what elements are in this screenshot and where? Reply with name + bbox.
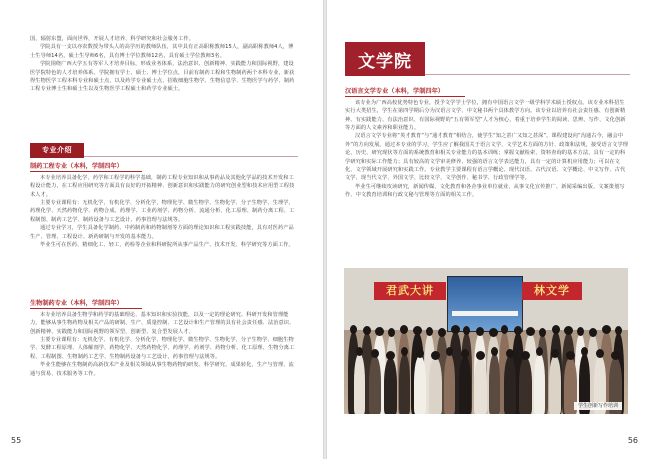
photo-person-head: [386, 351, 395, 360]
photo-person: [534, 354, 545, 414]
major-biopharma: [30, 299, 298, 378]
photo-person: [384, 358, 397, 414]
photo-person-head: [400, 325, 408, 334]
major-paragraph: 主要专业课程有：无机化学、有机化学、分析化学、物理化学、微生物学、生物化学、分子生物学、生理学、药理化学、天然药物化学、药物合成、药理学、工业药剂学、药物分析、流通分析、化工原理、制药分离工程、工程制图、制药工艺学、制药设备与工艺设计、药事管理与法规等。: [30, 200, 295, 223]
intro-paragraph-2: 学院具有一支以亦农数授为带头人的高学历的教师队伍，其中具有正高职称教师15人，副高职称教师4人，博士生导师14名，硕士生导师6名，具有博士学位教师12名，具有硕士学位教师3名。: [30, 44, 294, 59]
photo-person-head: [476, 327, 484, 336]
major-pharma-engineering: [30, 162, 298, 249]
photo-person: [504, 356, 516, 414]
photo-person-head: [551, 349, 559, 358]
heading-underline: [30, 308, 142, 309]
major-paragraph: 毕业生能够在生物制药高新技术产业及相关领域从事生物药物的研发、科学研究、成果转化、生产与管理、流通与贸易、技术服务等工作。: [30, 362, 294, 377]
photo-person: [414, 356, 426, 414]
photo-person-head: [552, 325, 560, 334]
photo-person-head: [375, 327, 384, 336]
major-paragraph: 毕业生可继续攻读研究，新闻传媒、文化教育和各企事业单位就业，从事文化宣传推广、新闻采编出版、文案策划写作、中文教育培训和行政文秘与管理等方面的相关工作。: [345, 183, 625, 199]
photo-person-head: [388, 328, 395, 337]
major-paragraph: 通过专业学习，学生具备化学制药、中药制药和药物制剂等方面的理论知识和工程实践技能，具有对医药产品生产、管理、工程设计、新药研制与开发的基本能力。: [30, 225, 294, 240]
intro-paragraph-1: 国，辐射东盟，面向世界，开展人才培养、科学研究和社会服务工作。: [30, 36, 194, 42]
group-photo: [344, 268, 628, 414]
major-paragraph: 汉语言文学专业将“英才教育”与“通才教育”相结合，使学生“知之甚广又知之甚深”。课程建设向“沟通古今，融会中外”的方向发展。通过本专业的学习，学生应了解我国关于语言文学、文学艺术方面的方针、政策和法规，接受语言文学理论、历史、研究现状等方面的系统教育和相关专业能力的基本训练；掌握文献检索、资料查询的基本方法，具有一定的科学研究和实际工作能力；具有较高的文学审美修养、较强的语言文学表达能力，具有一定的计算机应用能力；可以在文化、文学领域开展研究和实践工作。专业教学主要课程有语言学概论、现代汉语、古代汉语、文学概论、中文写作、古代文学、现当代文学、外国文学、比较文学、文学创作、秘书学、行政管理学等。: [345, 133, 629, 182]
photo-person-head: [577, 327, 584, 336]
photo-person-head: [564, 326, 573, 335]
screen-title-bar: [452, 311, 518, 316]
left-page: [0, 0, 323, 459]
photo-person: [399, 354, 410, 414]
photo-person-head: [566, 351, 575, 360]
photo-person-head: [416, 349, 424, 358]
photo-person-head: [363, 326, 371, 335]
photo-person-head: [461, 349, 469, 358]
photo-person: [489, 354, 500, 414]
photo-person-head: [491, 347, 498, 356]
heading-underline: [345, 96, 465, 97]
photo-person-head: [602, 325, 611, 334]
photo-person-head: [401, 347, 408, 356]
major-paragraph: 该专业为广西高校优势特色专业，授予文学学士学位，拥有中国语言文学一级学科学术硕士授权点。该专业本科招生实行大类招生，学生在第四学期后分为汉语言文学、中文秘书两个具体教学方向。该专业以培养有社会责任感、有创新精神、有实践能力、有法治意识、有国际视野的“五有领军型”人才为核心，着重于培养学生的阅读、思辨、写作、文化创新等方面的人文素养和职业能力。: [345, 99, 626, 132]
photo-person-head: [539, 328, 546, 337]
heading-underline: [30, 171, 142, 172]
photo-person-head: [476, 351, 485, 360]
photo-caption: 学生创新写作培训: [574, 402, 622, 410]
section-divider: [84, 156, 298, 157]
photo-person-head: [615, 326, 622, 335]
photo-person: [549, 356, 561, 414]
photo-person-head: [438, 328, 446, 337]
photo-person-head: [526, 327, 535, 336]
photo-person-head: [371, 349, 379, 358]
major-heading: 生物制药专业（本科，学制四年）: [30, 300, 123, 307]
photo-person: [474, 358, 487, 414]
section-label: 专业介绍: [30, 143, 84, 158]
photo-projector-screen: [447, 276, 523, 332]
photo-person-head: [581, 347, 588, 356]
photo-person-head: [596, 349, 604, 358]
photo-person: [459, 356, 471, 414]
photo-person-head: [463, 326, 470, 335]
photo-person-head: [489, 328, 498, 337]
major-paragraph: 毕业生可在医药、精细化工、轻工、药检等企业和科研院所从事产品生产、技术开发、科学研究等方面工作。: [40, 242, 294, 249]
photo-person-head: [356, 347, 363, 356]
page-number-right: 56: [627, 436, 638, 445]
photo-person-head: [431, 351, 440, 360]
intro-text: [30, 35, 298, 94]
major-paragraph: 本专业培养具备化学、药学和工程学的科学基础，制药工程专业知识和从事药品及其他化学品的技术开发和工程设计能力，在工程应用研究等方面具有良好的开拓精神、创新意识和实践能力的研究创业型和技术应用型工程技术人才。: [30, 174, 295, 198]
photo-person: [354, 354, 365, 414]
page-number-left: 55: [11, 436, 22, 445]
major-heading: 汉语言文学专业（本科，学制四年）: [345, 88, 444, 95]
major-paragraph: 本专业培养具备生物学和药学的基础理论、基本知识和实验技能，以及一定的理论研究、科研开发和管理能力，能够从事生物药物及相关产品的研制、生产、质量控制、工艺设计和生产管理的具有社会责任感、法治意识、创新精神、实践能力和国际视野的领军型、创新型、复合型发展人才。: [30, 311, 295, 335]
photo-person: [429, 358, 442, 414]
photo-person-head: [350, 325, 357, 334]
photo-person-head: [611, 351, 620, 360]
major-heading: 制药工程专业（本科，学制四年）: [30, 163, 123, 170]
photo-person-head: [446, 347, 453, 356]
major-chinese-literature: [345, 87, 629, 200]
photo-person-head: [514, 326, 522, 335]
photo-banner-right: 林文学: [522, 282, 582, 300]
photo-person-head: [413, 326, 422, 335]
photo-person: [444, 354, 455, 414]
photo-banner-left: 君武大讲: [374, 282, 446, 300]
photo-person-head: [506, 349, 514, 358]
photo-person-head: [589, 328, 597, 337]
photo-person-head: [451, 325, 460, 334]
photo-person-head: [501, 325, 508, 334]
photo-person: [369, 356, 381, 414]
title-divider: [425, 74, 630, 75]
right-page: [327, 0, 650, 459]
college-title: 文学院: [358, 51, 412, 72]
photo-person: [519, 358, 532, 414]
college-title-banner: [345, 42, 425, 76]
photo-person-head: [426, 327, 433, 336]
photo-person-head: [536, 347, 543, 356]
intro-paragraph-3: 学院围绕广西大学五有等军人才培养目标，形成业务体系，法治意识、创新精神、实践能力和国际视野，建设医学院特色的人才培养体系。学院拥有学士、硕士、博士学位点，目前有制药工程和生物制药两个本科专业，新获得生物医学工程本科专业和硕士点，以及药学专业硕士点，招收细胞生物学、生物信息学、生物医学与药学、制药工程专业博士生和硕士生以及生物医学工程硕士和药学专业硕士。: [30, 61, 295, 93]
photo-person-head: [521, 351, 530, 360]
major-paragraph: 主要专业课程有：无机化学、有机化学、分析化学、物理化学、微生物学、生物化学、分子生物学、细胞生物学、发酵工程原理、人体解剖学、药物化学、天然药物化学、药理学、药剂学、药物分析、化工原理、生物分离工程、工程制图、生物制药工艺学、生物制药设备与工艺设计、药事管理与法规等。: [30, 337, 295, 360]
